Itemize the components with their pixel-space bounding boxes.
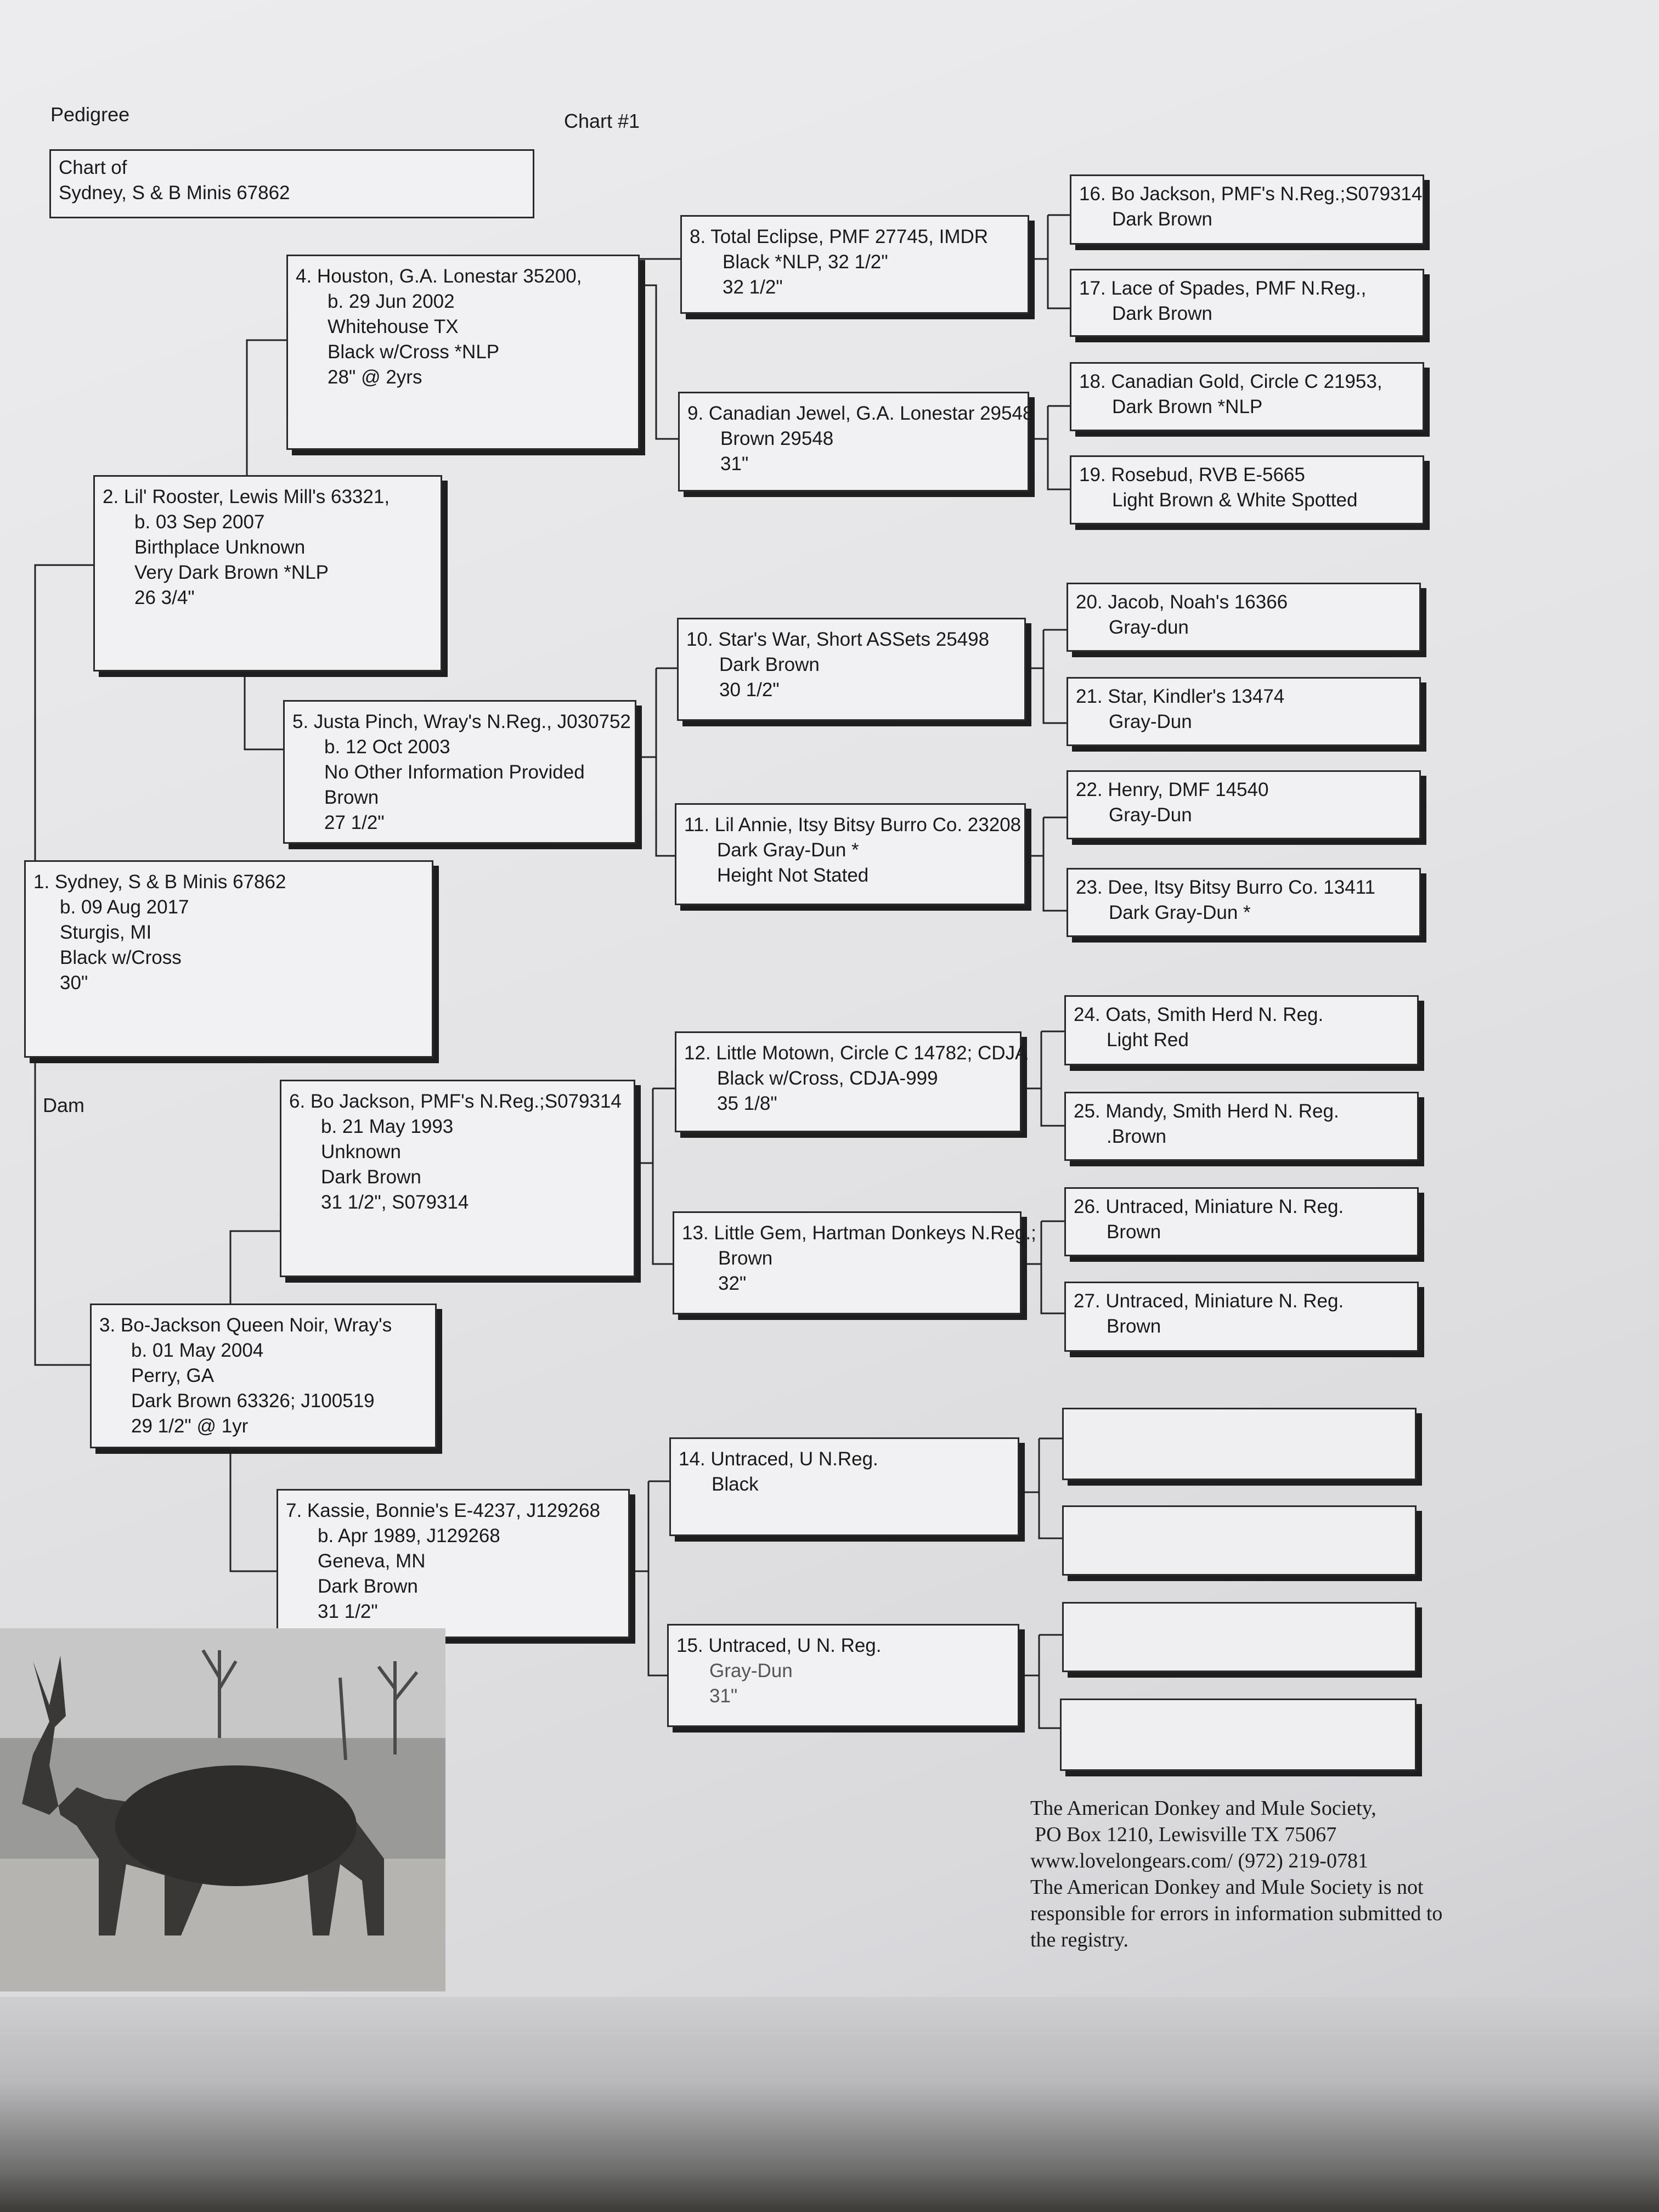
animal-16-line: Dark Brown (1112, 208, 1212, 230)
animal-4-line: 28" @ 2yrs (328, 366, 422, 388)
animal-24-title: 24. Oats, Smith Herd N. Reg. (1074, 1004, 1324, 1025)
society-footer (1030, 1795, 1524, 1953)
society-disclaimer: the registry. (1030, 1928, 1129, 1951)
animal-19-title: 19. Rosebud, RVB E-5665 (1079, 464, 1305, 486)
animal-10-line: Dark Brown (719, 654, 820, 675)
animal-23-line: Dark Gray-Dun * (1109, 902, 1251, 923)
animal-box-14 (669, 1437, 1019, 1536)
empty-ancestor-box (1060, 1699, 1417, 1771)
animal-27-title: 27. Untraced, Miniature N. Reg. (1074, 1290, 1344, 1312)
animal-24-line: Light Red (1107, 1029, 1189, 1051)
empty-ancestor-box (1062, 1602, 1417, 1672)
animal-box-17 (1070, 269, 1424, 337)
animal-17-line: Dark Brown (1112, 303, 1212, 324)
animal-2-line: b. 03 Sep 2007 (134, 511, 265, 533)
animal-box-27 (1064, 1282, 1419, 1352)
animal-12-line: 35 1/8" (717, 1093, 777, 1114)
animal-box-5 (283, 700, 636, 844)
animal-9-title: 9. Canadian Jewel, G.A. Lonestar 29548 (687, 403, 1034, 424)
animal-box-7 (276, 1489, 630, 1638)
animal-box-24 (1064, 995, 1419, 1065)
animal-2-line: Birthplace Unknown (134, 537, 306, 558)
animal-box-2 (93, 475, 442, 672)
animal-7-title: 7. Kassie, Bonnie's E-4237, J129268 (286, 1500, 600, 1521)
animal-box-19 (1070, 455, 1424, 524)
animal-box-15 (667, 1624, 1019, 1727)
animal-18-line: Dark Brown *NLP (1112, 396, 1263, 417)
animal-1-title: 1. Sydney, S & B Minis 67862 (33, 871, 286, 893)
animal-box-9 (678, 392, 1034, 492)
animal-2-title: 2. Lil' Rooster, Lewis Mill's 63321, (103, 486, 390, 507)
animal-4-line: Black w/Cross *NLP (328, 341, 500, 363)
chart-of-name: Sydney, S & B Minis 67862 (59, 182, 290, 204)
animal-21-title: 21. Star, Kindler's 13474 (1076, 686, 1285, 707)
society-disclaimer: The American Donkey and Mule Society is not (1030, 1876, 1424, 1899)
society-disclaimer: responsible for errors in information submitted to (1030, 1902, 1443, 1925)
animal-17-title: 17. Lace of Spades, PMF N.Reg., (1079, 278, 1367, 299)
animal-5-title: 5. Justa Pinch, Wray's N.Reg., J030752 (292, 711, 631, 732)
animal-1-line: Black w/Cross (60, 947, 182, 968)
animal-box-16 (1070, 174, 1424, 245)
animal-18-title: 18. Canadian Gold, Circle C 21953, (1079, 371, 1383, 392)
society-contact: www.lovelongears.com/ (972) 219-0781 (1030, 1849, 1368, 1872)
animal-1-line: b. 09 Aug 2017 (60, 896, 189, 918)
donkey-photo-drawing (0, 1628, 445, 1991)
animal-11-line: Dark Gray-Dun * (717, 839, 859, 861)
animal-26-line: Brown (1107, 1221, 1161, 1243)
animal-7-line: 31 1/2" (318, 1601, 378, 1622)
chart-of-label: Chart of (59, 157, 127, 178)
animal-26-title: 26. Untraced, Miniature N. Reg. (1074, 1196, 1344, 1217)
animal-box-10 (677, 618, 1026, 721)
animal-15-title: 15. Untraced, U N. Reg. (676, 1635, 882, 1656)
animal-9-line: 31" (720, 453, 749, 475)
animal-box-13 (673, 1211, 1036, 1314)
empty-ancestor-box (1062, 1505, 1417, 1576)
animal-box-18 (1070, 362, 1424, 431)
animal-11-title: 11. Lil Annie, Itsy Bitsy Burro Co. 23208 (684, 814, 1022, 836)
animal-6-line: Unknown (321, 1141, 401, 1163)
animal-10-title: 10. Star's War, Short ASSets 25498 (686, 629, 990, 650)
society-name: The American Donkey and Mule Society, (1030, 1797, 1376, 1820)
donkey-photo (0, 1628, 445, 1991)
animal-3-line: Dark Brown 63326; J100519 (131, 1390, 375, 1412)
animal-5-line: 27 1/2" (324, 812, 385, 833)
animal-13-line: 32" (718, 1273, 747, 1294)
animal-11-line: Height Not Stated (717, 865, 869, 886)
animal-box-22 (1066, 770, 1421, 839)
empty-ancestor-box (1062, 1408, 1417, 1480)
animal-20-title: 20. Jacob, Noah's 16366 (1076, 591, 1288, 613)
animal-6-line: Dark Brown (321, 1166, 421, 1188)
animal-6-line: b. 21 May 1993 (321, 1116, 454, 1137)
animal-4-title: 4. Houston, G.A. Lonestar 35200, (296, 266, 582, 287)
animal-20-line: Gray-dun (1109, 617, 1189, 638)
animal-box-26 (1064, 1187, 1419, 1256)
pedigree-label: Pedigree (50, 103, 130, 126)
animal-box-21 (1066, 677, 1421, 746)
animal-8-line: 32 1/2" (723, 276, 783, 298)
animal-25-line: .Brown (1107, 1126, 1166, 1147)
animal-1-line: Sturgis, MI (60, 922, 152, 943)
animal-box-6 (280, 1080, 635, 1277)
animal-box-4 (286, 255, 640, 450)
animal-1-line: 30" (60, 972, 88, 994)
society-address: PO Box 1210, Lewisville TX 75067 (1035, 1823, 1337, 1846)
animal-9-line: Brown 29548 (720, 428, 834, 449)
animal-15-line: 31" (709, 1685, 738, 1707)
animal-21-line: Gray-Dun (1109, 711, 1192, 732)
animal-27-line: Brown (1107, 1316, 1161, 1337)
animal-7-line: Dark Brown (318, 1576, 418, 1597)
chart-number-label: Chart #1 (564, 110, 640, 132)
animal-19-line: Light Brown & White Spotted (1112, 489, 1358, 511)
animal-box-12 (675, 1031, 1028, 1132)
animal-12-title: 12. Little Motown, Circle C 14782; CDJA (684, 1042, 1028, 1064)
animal-box-23 (1066, 868, 1421, 937)
animal-15-line: Gray-Dun (709, 1660, 793, 1681)
animal-14-line: Black (712, 1474, 759, 1495)
animal-3-line: b. 01 May 2004 (131, 1340, 264, 1361)
animal-3-line: Perry, GA (131, 1365, 215, 1386)
animal-13-title: 13. Little Gem, Hartman Donkeys N.Reg.; (682, 1222, 1036, 1244)
animal-12-line: Black w/Cross, CDJA-999 (717, 1068, 938, 1089)
animal-box-1 (24, 860, 433, 1058)
animal-box-11 (675, 803, 1026, 905)
animal-25-title: 25. Mandy, Smith Herd N. Reg. (1074, 1101, 1339, 1122)
animal-8-line: Black *NLP, 32 1/2" (723, 251, 888, 273)
animal-6-title: 6. Bo Jackson, PMF's N.Reg.;S079314 (289, 1091, 622, 1112)
plastic-sleeve-edge (0, 1997, 1659, 2212)
animal-22-title: 22. Henry, DMF 14540 (1076, 779, 1269, 800)
animal-box-20 (1066, 583, 1421, 652)
animal-6-line: 31 1/2", S079314 (321, 1192, 469, 1213)
animal-box-3 (90, 1304, 437, 1448)
animal-16-title: 16. Bo Jackson, PMF's N.Reg.;S079314 (1079, 183, 1423, 205)
animal-23-title: 23. Dee, Itsy Bitsy Burro Co. 13411 (1076, 877, 1376, 898)
animal-4-line: b. 29 Jun 2002 (328, 291, 455, 312)
animal-5-line: No Other Information Provided (324, 761, 585, 783)
animal-13-line: Brown (718, 1248, 773, 1269)
animal-3-title: 3. Bo-Jackson Queen Noir, Wray's (99, 1314, 392, 1336)
animal-5-line: b. 12 Oct 2003 (324, 736, 450, 758)
animal-3-line: 29 1/2" @ 1yr (131, 1415, 249, 1437)
animal-7-line: Geneva, MN (318, 1550, 426, 1572)
animal-7-line: b. Apr 1989, J129268 (318, 1525, 500, 1547)
animal-box-8 (680, 215, 1029, 314)
animal-10-line: 30 1/2" (719, 679, 780, 701)
dam-label: Dam (43, 1094, 85, 1116)
animal-5-line: Brown (324, 787, 379, 808)
animal-8-title: 8. Total Eclipse, PMF 27745, IMDR (690, 226, 989, 247)
animal-box-25 (1064, 1092, 1419, 1161)
animal-22-line: Gray-Dun (1109, 804, 1192, 826)
animal-14-title: 14. Untraced, U N.Reg. (679, 1448, 878, 1470)
animal-2-line: Very Dark Brown *NLP (134, 562, 329, 583)
animal-4-line: Whitehouse TX (328, 316, 459, 337)
animal-2-line: 26 3/4" (134, 587, 195, 608)
